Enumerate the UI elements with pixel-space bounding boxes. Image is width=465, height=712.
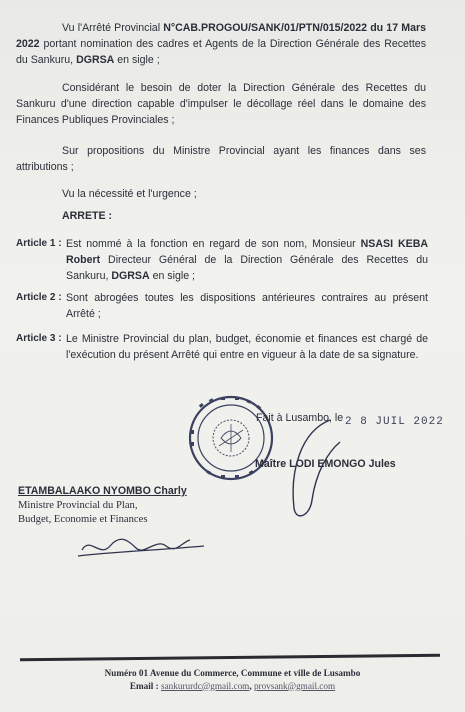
footer-divider xyxy=(20,654,440,661)
preamble-text: Vu l'Arrêté Provincial xyxy=(62,22,164,34)
preamble-text: en sigle ; xyxy=(114,54,160,67)
governor-signature xyxy=(270,412,360,522)
email-link-2[interactable]: provsank@gmail.com xyxy=(253,680,336,691)
article-text: Le Ministre Provincial du plan, budget, économie et finances est chargé de l'exécution du présent Arrêté qui entre en vigueur à la date de sa signature. xyxy=(66,333,428,362)
acronym: DGRSA xyxy=(111,270,150,283)
arrete-heading: ARRETE : xyxy=(62,210,113,222)
footer-address: Numéro 01 Avenue du Commerce, Commune et ville de Lusambo xyxy=(104,668,361,678)
preamble-paragraph-4: Vu la nécessité et l'urgence ; xyxy=(62,188,197,200)
acronym: DGRSA xyxy=(76,54,115,67)
email-separator: , xyxy=(249,680,254,691)
minister-signature xyxy=(70,528,210,564)
preamble-text: portant nomination des cadres et Agents de la Direction Générale des Recettes du Sankuru, xyxy=(16,38,426,67)
minister-title-line-1: Ministre Provincial du Plan, xyxy=(18,499,138,511)
article-text-part: en sigle ; xyxy=(149,270,195,283)
governor-name: Maître LODI EMONGO Jules xyxy=(255,458,396,470)
article-2 xyxy=(16,290,428,324)
article-text: Sont abrogées toutes les dispositions antérieures contraires au présent Arrêté ; xyxy=(66,292,428,321)
minister-block xyxy=(18,484,218,528)
decree-reference: N°CAB.PROGOU/SANK/01/PTN/015/2022 du 17 Mars 2022 xyxy=(16,22,426,51)
preamble-paragraph-1 xyxy=(16,20,426,69)
minister-title-line-2: Budget, Economie et Finances xyxy=(18,514,148,525)
email-label: Email : xyxy=(129,680,162,691)
preamble-paragraph-3: Sur propositions du Ministre Provincial ayant les finances dans ses attributions ; xyxy=(16,145,426,174)
footer xyxy=(0,667,465,692)
article-3 xyxy=(16,331,428,381)
article-text-part: Est nommé à la fonction en regard de son nom, Monsieur xyxy=(66,238,361,250)
appointee-name: NSASI KEBA Robert xyxy=(66,238,428,267)
article-label: Article 1 : xyxy=(16,238,62,249)
signature-place: Fait à Lusambo, le xyxy=(256,412,344,424)
footer-email-line xyxy=(0,680,465,693)
article-1 xyxy=(16,236,428,288)
article-text xyxy=(66,236,428,285)
article-label: Article 3 : xyxy=(16,333,62,344)
article-label: Article 2 : xyxy=(16,292,62,303)
preamble-paragraph-2: Considérant le besoin de doter la Direction Générale des Recettes du Sankuru d'une direction capable d'impulser le décollage réel dans le domaine des Finances Publiques Provinciales ; xyxy=(16,82,426,127)
article-text-part: Directeur Général de la Direction Générale des Recettes du Sankuru, xyxy=(66,254,428,283)
date-stamp: 2 8 JUIL 2022 xyxy=(345,416,444,428)
minister-name: ETAMBALAAKO NYOMBO Charly xyxy=(18,485,187,497)
email-link-1[interactable]: sankururdc@gmail.com xyxy=(161,680,250,691)
